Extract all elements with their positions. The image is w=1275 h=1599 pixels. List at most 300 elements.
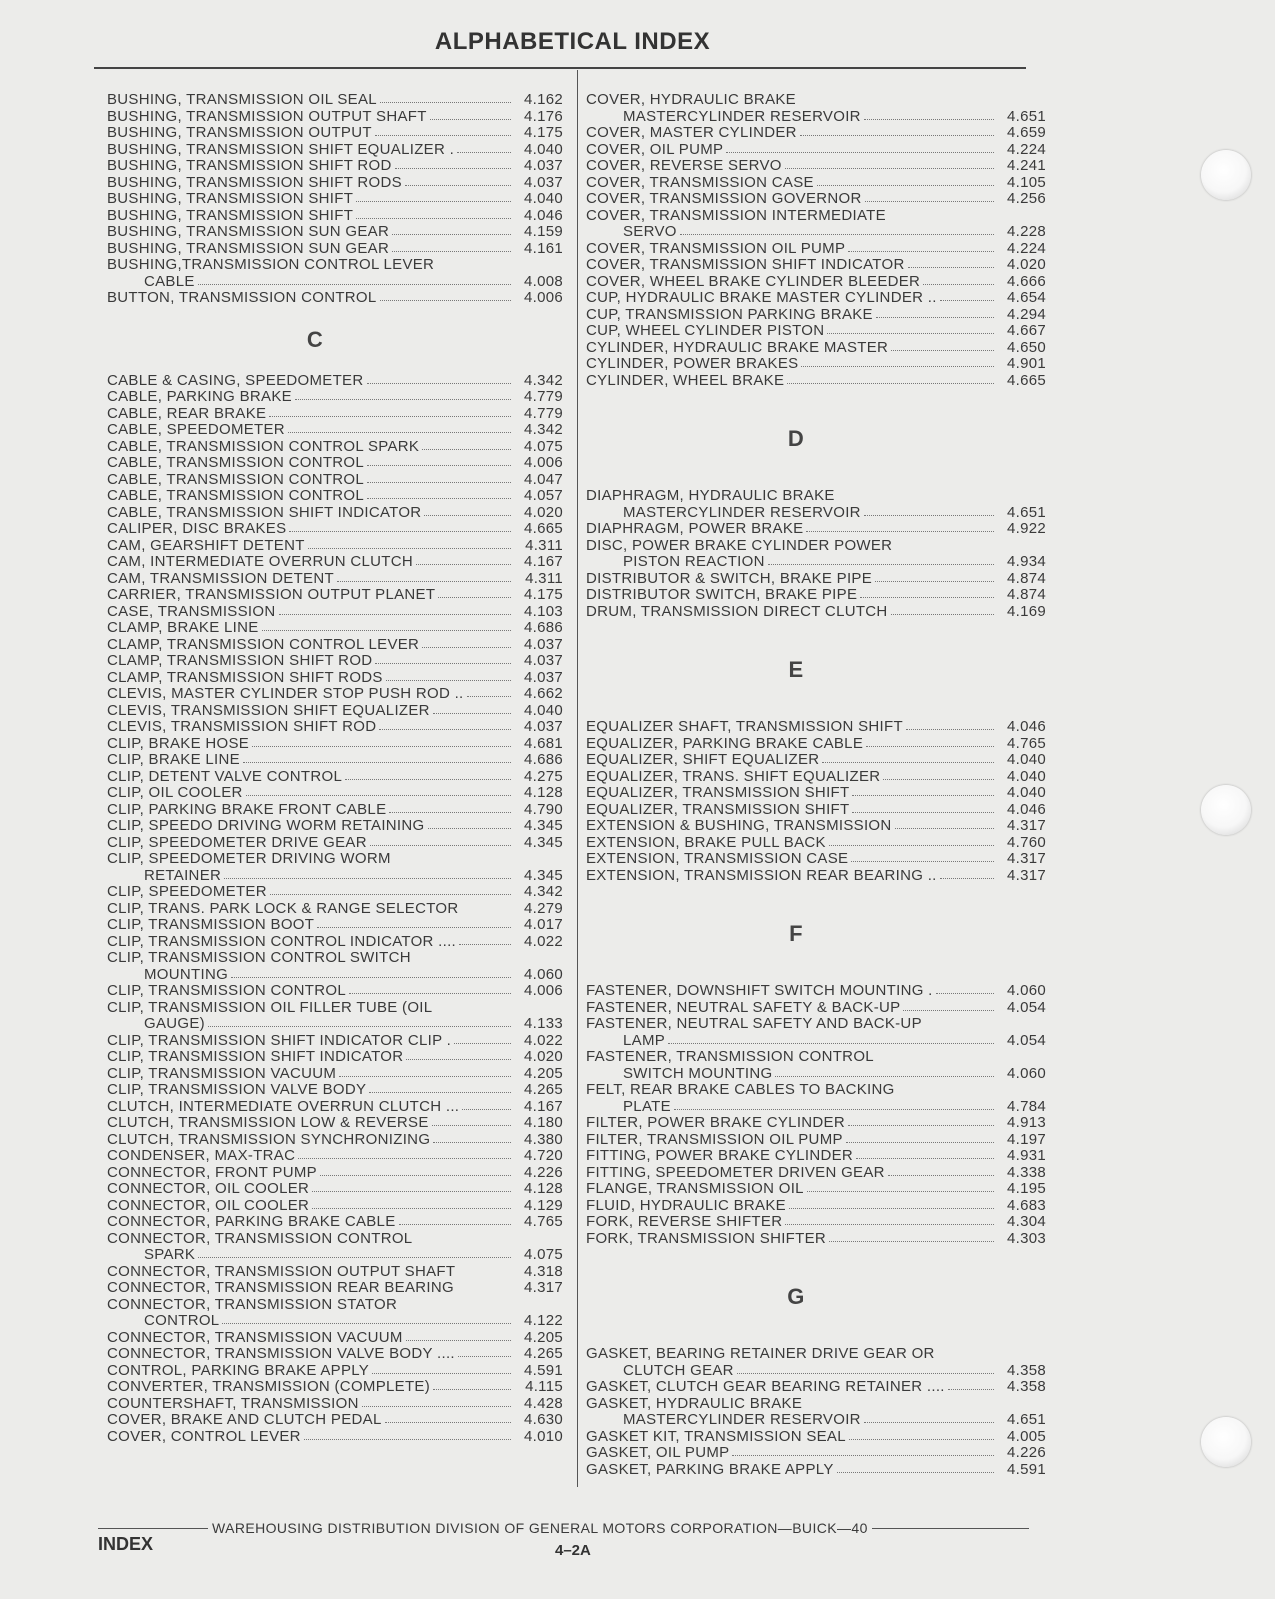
index-entry-label: BUSHING, TRANSMISSION SHIFT xyxy=(107,190,354,207)
index-entry-page: 4.205 xyxy=(523,1064,563,1082)
index-entry-page: 4.040 xyxy=(1006,751,1046,768)
index-entry-label: EQUALIZER SHAFT, TRANSMISSION SHIFT xyxy=(586,718,903,735)
dot-leader xyxy=(288,422,511,433)
index-entry xyxy=(586,175,1046,192)
dot-leader xyxy=(386,670,511,681)
index-entry-label: SWITCH MOUNTING xyxy=(623,1064,773,1082)
index-entry-label: EXTENSION, BRAKE PULL BACK xyxy=(586,833,826,851)
dot-leader xyxy=(829,1231,994,1242)
spacer xyxy=(586,901,1046,918)
index-entry-page: 4.338 xyxy=(1006,1163,1046,1181)
dot-leader xyxy=(279,604,512,615)
index-entry xyxy=(107,653,563,670)
index-entry xyxy=(107,1033,563,1050)
index-entry xyxy=(107,1280,563,1297)
dot-leader xyxy=(422,439,511,450)
index-entry-label: CLAMP, TRANSMISSION SHIFT RODS xyxy=(107,668,383,686)
index-entry-label: EQUALIZER, TRANSMISSION SHIFT xyxy=(586,784,850,801)
dot-leader xyxy=(380,290,511,301)
index-entry-page: 4.040 xyxy=(523,140,563,158)
dot-leader xyxy=(883,769,994,780)
index-entry-label: CUP, TRANSMISSION PARKING BRAKE xyxy=(586,305,873,323)
index-entry xyxy=(586,802,1046,819)
index-entry-label: FASTENER, NEUTRAL SAFETY AND BACK-UP xyxy=(586,1015,922,1032)
index-entry-label: CALIPER, DISC BRAKES xyxy=(107,520,287,537)
dot-leader xyxy=(438,587,511,598)
dot-leader xyxy=(908,257,994,268)
index-entry-label: BUSHING, TRANSMISSION SHIFT EQUALIZER . xyxy=(107,140,455,158)
index-entry xyxy=(107,505,563,522)
index-entry-label: FORK, REVERSE SHIFTER xyxy=(586,1213,783,1230)
index-entry xyxy=(586,752,1046,769)
index-entry-label: BUTTON, TRANSMISSION CONTROL xyxy=(107,289,377,306)
index-entry xyxy=(586,736,1046,753)
index-entry xyxy=(586,983,1046,1000)
index-entry-page: 4.345 xyxy=(523,817,563,834)
dot-leader xyxy=(726,142,994,153)
index-entry-page: 4.428 xyxy=(523,1394,563,1412)
dot-leader xyxy=(906,719,994,730)
dot-leader xyxy=(246,785,511,796)
index-entry xyxy=(586,1198,1046,1215)
index-entry-label: EQUALIZER, TRANS. SHIFT EQUALIZER xyxy=(586,767,881,785)
index-entry-page: 4.017 xyxy=(523,916,563,933)
index-entry-label: BUSHING, TRANSMISSION OUTPUT SHAFT xyxy=(107,107,427,125)
index-entry xyxy=(107,92,563,109)
index-entry xyxy=(586,1363,1046,1380)
index-entry-label: CONNECTOR, TRANSMISSION OUTPUT SHAFT xyxy=(107,1262,456,1280)
index-entry-page: 4.103 xyxy=(523,602,563,620)
index-entry xyxy=(107,719,563,736)
index-entry-label: CLIP, PARKING BRAKE FRONT CABLE xyxy=(107,800,387,818)
dot-leader xyxy=(356,208,511,219)
index-entry-label: CYLINDER, POWER BRAKES xyxy=(586,355,799,372)
index-entry xyxy=(107,1313,563,1330)
dot-leader xyxy=(462,1099,511,1110)
index-entry xyxy=(107,604,563,621)
dot-leader xyxy=(224,868,511,879)
index-entry-page: 4.317 xyxy=(1006,817,1046,834)
index-entry xyxy=(107,488,563,505)
index-entry-page: 4.665 xyxy=(523,520,563,537)
index-entry-label: EQUALIZER, TRANSMISSION SHIFT xyxy=(586,800,850,818)
index-entry-label: CLIP, TRANSMISSION VALVE BODY xyxy=(107,1081,367,1098)
index-entry xyxy=(107,818,563,835)
dot-leader xyxy=(379,719,511,730)
dot-leader xyxy=(875,571,994,582)
dot-leader xyxy=(864,1412,994,1423)
dot-leader xyxy=(367,455,511,466)
index-entry-page: 4.046 xyxy=(523,206,563,224)
dot-leader xyxy=(320,1165,511,1176)
index-entry-page: 4.057 xyxy=(523,487,563,504)
index-entry-page: 4.317 xyxy=(523,1279,563,1296)
index-entry-label: CAM, GEARSHIFT DETENT xyxy=(107,536,305,554)
index-entry-page: 4.784 xyxy=(1006,1097,1046,1115)
index-entry xyxy=(586,241,1046,258)
index-entry xyxy=(586,1445,1046,1462)
index-entry-label: CONVERTER, TRANSMISSION (COMPLETE) xyxy=(107,1378,431,1395)
index-entry xyxy=(107,1429,563,1446)
index-entry xyxy=(107,1132,563,1149)
dot-leader xyxy=(923,274,994,285)
index-entry-label: CLIP, TRANSMISSION CONTROL SWITCH xyxy=(107,949,411,966)
index-entry-page: 4.040 xyxy=(1006,767,1046,785)
index-entry xyxy=(107,290,563,307)
index-entry-label: CLIP, TRANS. PARK LOCK & RANGE SELECTOR xyxy=(107,899,459,917)
index-entry-page: 4.226 xyxy=(523,1163,563,1181)
index-entry-label: FORK, TRANSMISSION SHIFTER xyxy=(586,1229,827,1247)
index-entry-page: 4.129 xyxy=(523,1196,563,1214)
index-entry-label: CLIP, TRANSMISSION SHIFT INDICATOR xyxy=(107,1048,404,1065)
index-entry-label: CABLE, PARKING BRAKE xyxy=(107,388,292,405)
index-entry xyxy=(586,257,1046,274)
index-entry xyxy=(586,373,1046,390)
index-entry-label: CLIP, OIL COOLER xyxy=(107,784,243,801)
index-entry xyxy=(107,521,563,538)
index-entry-page: 4.651 xyxy=(1006,1411,1046,1428)
index-entry-label: GAUGE) xyxy=(144,1015,205,1032)
dot-leader xyxy=(876,307,994,318)
dot-leader xyxy=(433,703,511,714)
index-entry-page: 4.046 xyxy=(1006,718,1046,735)
index-entry-label: CARRIER, TRANSMISSION OUTPUT PLANET xyxy=(107,586,436,603)
index-entry xyxy=(586,224,1046,241)
index-entry-page: 4.241 xyxy=(1006,157,1046,174)
dot-leader xyxy=(389,802,511,813)
index-entry xyxy=(107,934,563,951)
index-entry-label: BUSHING, TRANSMISSION SHIFT ROD xyxy=(107,157,392,174)
dot-leader xyxy=(860,587,994,598)
index-entry-page: 4.874 xyxy=(1006,569,1046,587)
dot-leader xyxy=(674,1099,994,1110)
index-entry xyxy=(107,1198,563,1215)
index-entry xyxy=(107,554,563,571)
index-entry-page: 4.760 xyxy=(1006,833,1046,851)
index-entry-page: 4.275 xyxy=(523,767,563,785)
dot-leader xyxy=(399,1214,511,1225)
index-entry xyxy=(586,109,1046,126)
dot-leader xyxy=(457,142,511,153)
index-entry-label: FASTENER, TRANSMISSION CONTROL xyxy=(586,1048,874,1065)
spacer xyxy=(586,1247,1046,1264)
index-entry-label: CABLE, TRANSMISSION SHIFT INDICATOR xyxy=(107,503,422,521)
dot-leader xyxy=(864,109,994,120)
index-entry xyxy=(107,1181,563,1198)
index-entry xyxy=(586,274,1046,291)
section-letter: G xyxy=(787,1284,805,1309)
dot-leader xyxy=(430,109,511,120)
index-entry-label: GASKET KIT, TRANSMISSION SEAL xyxy=(586,1427,846,1445)
index-entry-label: CONTROL xyxy=(144,1312,220,1329)
index-entry-label: SPARK xyxy=(144,1246,196,1263)
index-entry-label: EXTENSION, TRANSMISSION REAR BEARING .. xyxy=(586,866,937,884)
index-entry xyxy=(107,389,563,406)
index-entry-page: 4.874 xyxy=(1006,586,1046,603)
index-entry-page: 4.380 xyxy=(523,1130,563,1148)
dot-leader xyxy=(851,851,994,862)
index-entry-page: 4.654 xyxy=(1006,289,1046,306)
index-entry-label: COVER, TRANSMISSION CASE xyxy=(586,173,814,191)
index-entry-page: 4.630 xyxy=(523,1411,563,1428)
index-entry-label: DIAPHRAGM, HYDRAULIC BRAKE xyxy=(586,487,835,504)
index-entry-page: 4.901 xyxy=(1006,355,1046,372)
index-entry-page: 4.922 xyxy=(1006,520,1046,537)
index-entry xyxy=(107,538,563,555)
index-entry-page: 4.175 xyxy=(523,124,563,141)
dot-leader xyxy=(940,868,994,879)
dot-leader xyxy=(369,1082,511,1093)
dot-leader xyxy=(827,323,994,334)
index-entry-label: CLUTCH, TRANSMISSION LOW & REVERSE xyxy=(107,1114,429,1131)
index-entry-label: FLANGE, TRANSMISSION OIL xyxy=(586,1180,804,1197)
dot-leader xyxy=(295,389,511,400)
dot-leader xyxy=(800,125,994,136)
index-entry-label: CLIP, BRAKE LINE xyxy=(107,751,240,768)
index-entry-label: FITTING, POWER BRAKE CYLINDER xyxy=(586,1147,854,1164)
index-entry xyxy=(586,769,1046,786)
left-index-column xyxy=(107,92,563,1445)
index-entry-page: 4.037 xyxy=(523,635,563,653)
index-entry xyxy=(107,884,563,901)
index-entry-label: CLIP, TRANSMISSION CONTROL INDICATOR .... xyxy=(107,932,457,950)
dot-leader xyxy=(304,1429,511,1440)
index-entry-label: CONNECTOR, PARKING BRAKE CABLE xyxy=(107,1213,396,1230)
dot-leader xyxy=(856,1148,994,1159)
index-entry xyxy=(586,1379,1046,1396)
index-entry-label: COVER, TRANSMISSION GOVERNOR xyxy=(586,190,862,207)
index-entry xyxy=(107,802,563,819)
dot-leader xyxy=(395,158,511,169)
index-entry-page: 4.662 xyxy=(523,685,563,702)
index-entry-label: CABLE, TRANSMISSION CONTROL xyxy=(107,470,365,488)
index-entry xyxy=(586,1165,1046,1182)
dot-leader xyxy=(457,1280,511,1290)
dot-leader xyxy=(852,785,994,796)
index-entry-label: FLUID, HYDRAULIC BRAKE xyxy=(586,1196,786,1214)
index-entry xyxy=(107,769,563,786)
index-entry xyxy=(107,785,563,802)
dot-leader xyxy=(775,1066,994,1077)
index-entry xyxy=(586,1412,1046,1429)
dot-leader xyxy=(433,1132,511,1143)
dot-leader xyxy=(367,488,511,499)
dot-leader xyxy=(345,769,511,780)
index-entry xyxy=(107,1148,563,1165)
spacer xyxy=(586,703,1046,720)
index-entry xyxy=(586,323,1046,340)
index-entry-label: CONNECTOR, FRONT PUMP xyxy=(107,1163,317,1181)
index-entry-page: 4.006 xyxy=(523,454,563,471)
index-entry-page: 4.913 xyxy=(1006,1114,1046,1131)
dot-leader xyxy=(243,752,511,763)
index-entry-page: 4.040 xyxy=(523,190,563,207)
dot-leader xyxy=(422,637,511,648)
dot-leader xyxy=(337,571,511,582)
index-entry-label: COUNTERSHAFT, TRANSMISSION xyxy=(107,1394,359,1412)
index-entry-label: CLIP, TRANSMISSION SHIFT INDICATOR CLIP . xyxy=(107,1031,452,1049)
dot-leader xyxy=(370,835,511,846)
index-entry-label: CLUTCH, TRANSMISSION SYNCHRONIZING xyxy=(107,1130,431,1148)
index-entry-page: 4.779 xyxy=(523,388,563,405)
index-entry-page: 4.020 xyxy=(1006,256,1046,273)
index-entry-page: 4.128 xyxy=(523,1180,563,1197)
index-entry-label: CLIP, DETENT VALVE CONTROL xyxy=(107,767,343,785)
index-entry xyxy=(586,1462,1046,1479)
index-entry-page: 4.115 xyxy=(525,1378,563,1395)
index-entry xyxy=(586,1115,1046,1132)
dot-leader xyxy=(406,1049,511,1060)
index-entry-label: CAM, INTERMEDIATE OVERRUN CLUTCH xyxy=(107,553,414,570)
index-entry-page: 4.167 xyxy=(523,1097,563,1115)
index-entry-page: 4.008 xyxy=(523,272,563,290)
dot-leader xyxy=(866,736,994,747)
index-entry-page: 4.931 xyxy=(1006,1147,1046,1164)
index-entry-page: 4.006 xyxy=(523,289,563,306)
dot-leader xyxy=(208,1016,511,1027)
index-entry-label: BUSHING, TRANSMISSION SUN GEAR xyxy=(107,223,390,240)
spacer xyxy=(586,637,1046,654)
index-entry xyxy=(586,505,1046,522)
index-entry xyxy=(107,917,563,934)
index-entry-label: DRUM, TRANSMISSION DIRECT CLUTCH xyxy=(586,602,888,620)
index-entry xyxy=(107,224,563,241)
index-entry-label: GASKET, BEARING RETAINER DRIVE GEAR OR xyxy=(586,1345,935,1362)
index-entry-label: BUSHING,TRANSMISSION CONTROL LEVER xyxy=(107,256,435,273)
dot-leader xyxy=(375,653,511,664)
index-entry-page: 4.686 xyxy=(523,619,563,636)
spacer xyxy=(586,1264,1046,1281)
index-entry xyxy=(107,158,563,175)
dot-leader xyxy=(375,125,511,136)
index-entry xyxy=(586,307,1046,324)
index-entry-label: CONNECTOR, TRANSMISSION CONTROL xyxy=(107,1229,413,1247)
index-entry xyxy=(586,818,1046,835)
index-entry xyxy=(107,406,563,423)
index-entry-page: 4.022 xyxy=(523,932,563,950)
index-entry xyxy=(586,125,1046,142)
index-entry-page: 4.294 xyxy=(1006,305,1046,323)
index-entry-page: 4.037 xyxy=(523,173,563,191)
dot-leader xyxy=(806,521,994,532)
index-entry-label: COVER, CONTROL LEVER xyxy=(107,1427,301,1445)
index-entry-label: EXTENSION, TRANSMISSION CASE xyxy=(586,850,849,867)
dot-leader xyxy=(262,620,511,631)
index-entry-label: CYLINDER, WHEEL BRAKE xyxy=(586,371,785,389)
index-entry-page: 4.686 xyxy=(523,751,563,768)
index-entry-page: 4.037 xyxy=(523,652,563,669)
index-entry xyxy=(586,785,1046,802)
dot-leader xyxy=(312,1181,511,1192)
dot-leader xyxy=(732,1445,994,1456)
index-entry xyxy=(107,274,563,291)
index-entry-label: COVER, HYDRAULIC BRAKE xyxy=(586,91,796,108)
index-entry-page: 4.020 xyxy=(523,1048,563,1065)
section-letter: C xyxy=(306,327,324,352)
index-entry xyxy=(586,604,1046,621)
dot-leader xyxy=(940,290,994,301)
title-rule xyxy=(94,67,1026,69)
dot-leader xyxy=(801,356,994,367)
index-entry-label: COVER, BRAKE AND CLUTCH PEDAL xyxy=(107,1411,382,1428)
dot-leader xyxy=(362,1396,511,1407)
index-entry-label: CLUTCH GEAR xyxy=(623,1361,734,1379)
dot-leader xyxy=(356,191,511,202)
index-entry-page: 4.176 xyxy=(523,107,563,125)
index-entry-page: 4.650 xyxy=(1006,338,1046,356)
dot-leader xyxy=(428,818,512,829)
index-entry xyxy=(586,719,1046,736)
index-entry-label: CLAMP, BRAKE LINE xyxy=(107,619,259,636)
index-entry-label: FASTENER, DOWNSHIFT SWITCH MOUNTING . xyxy=(586,982,933,999)
index-entry-page: 4.591 xyxy=(523,1361,563,1379)
index-entry xyxy=(107,373,563,390)
section-letter: E xyxy=(788,657,804,682)
index-entry xyxy=(107,1412,563,1429)
dot-leader xyxy=(888,1165,994,1176)
index-entry xyxy=(586,868,1046,885)
dot-leader xyxy=(822,752,994,763)
index-entry-label: SERVO xyxy=(623,223,677,240)
index-entry xyxy=(107,1115,563,1132)
index-entry-label: FILTER, POWER BRAKE CYLINDER xyxy=(586,1114,845,1131)
index-entry-page: 4.683 xyxy=(1006,1196,1046,1214)
index-entry-label: CUP, WHEEL CYLINDER PISTON xyxy=(586,322,825,339)
index-entry-label: EQUALIZER, PARKING BRAKE CABLE xyxy=(586,734,864,752)
dot-leader xyxy=(895,818,994,829)
spacer xyxy=(107,356,563,373)
index-entry-label: MOUNTING xyxy=(144,965,229,983)
dot-leader xyxy=(317,917,511,928)
index-entry-label: MASTERCYLINDER RESERVOIR xyxy=(623,107,861,125)
dot-leader xyxy=(903,1000,994,1011)
dot-leader xyxy=(837,1462,994,1473)
index-entry-label: CLIP, SPEEDOMETER DRIVE GEAR xyxy=(107,833,367,851)
index-entry-label: GASKET, HYDRAULIC BRAKE xyxy=(586,1394,803,1412)
index-entry xyxy=(107,1049,563,1066)
index-entry-page: 4.128 xyxy=(523,784,563,801)
index-entry-page: 4.010 xyxy=(523,1427,563,1445)
dot-leader xyxy=(424,505,511,516)
index-entry-label: COVER, OIL PUMP xyxy=(586,140,724,158)
index-entry-page: 4.228 xyxy=(1006,223,1046,240)
index-entry-label: DISTRIBUTOR & SWITCH, BRAKE PIPE xyxy=(586,569,873,587)
index-entry xyxy=(107,967,563,984)
index-entry xyxy=(586,587,1046,604)
index-entry-page: 4.651 xyxy=(1006,503,1046,521)
dot-leader xyxy=(852,802,994,813)
index-entry-label: CLIP, TRANSMISSION VACUUM xyxy=(107,1064,337,1082)
index-entry-label: CONNECTOR, TRANSMISSION REAR BEARING xyxy=(107,1279,454,1296)
dot-leader xyxy=(787,373,994,384)
footer-text: WAREHOUSING DISTRIBUTION DIVISION OF GENERAL MOTORS CORPORATION—BUICK—40 xyxy=(212,1520,868,1536)
index-entry-page: 4.779 xyxy=(523,404,563,422)
index-entry-page: 4.005 xyxy=(1006,1427,1046,1445)
index-entry-label: CABLE, TRANSMISSION CONTROL xyxy=(107,487,365,504)
dot-leader xyxy=(392,241,511,252)
index-entry-label: BUSHING, TRANSMISSION SHIFT RODS xyxy=(107,173,402,191)
index-entry-page: 4.020 xyxy=(523,503,563,521)
index-entry xyxy=(107,1066,563,1083)
dot-leader xyxy=(829,835,994,846)
index-entry xyxy=(586,1000,1046,1017)
dot-leader xyxy=(339,1066,511,1077)
index-entry-label: GASKET, PARKING BRAKE APPLY xyxy=(586,1460,834,1478)
index-entry-label: BUSHING, TRANSMISSION SUN GEAR xyxy=(107,239,390,257)
index-entry xyxy=(107,1264,563,1281)
index-entry-label: CONNECTOR, TRANSMISSION STATOR xyxy=(107,1295,398,1313)
index-entry-label: CLIP, TRANSMISSION CONTROL xyxy=(107,982,346,999)
